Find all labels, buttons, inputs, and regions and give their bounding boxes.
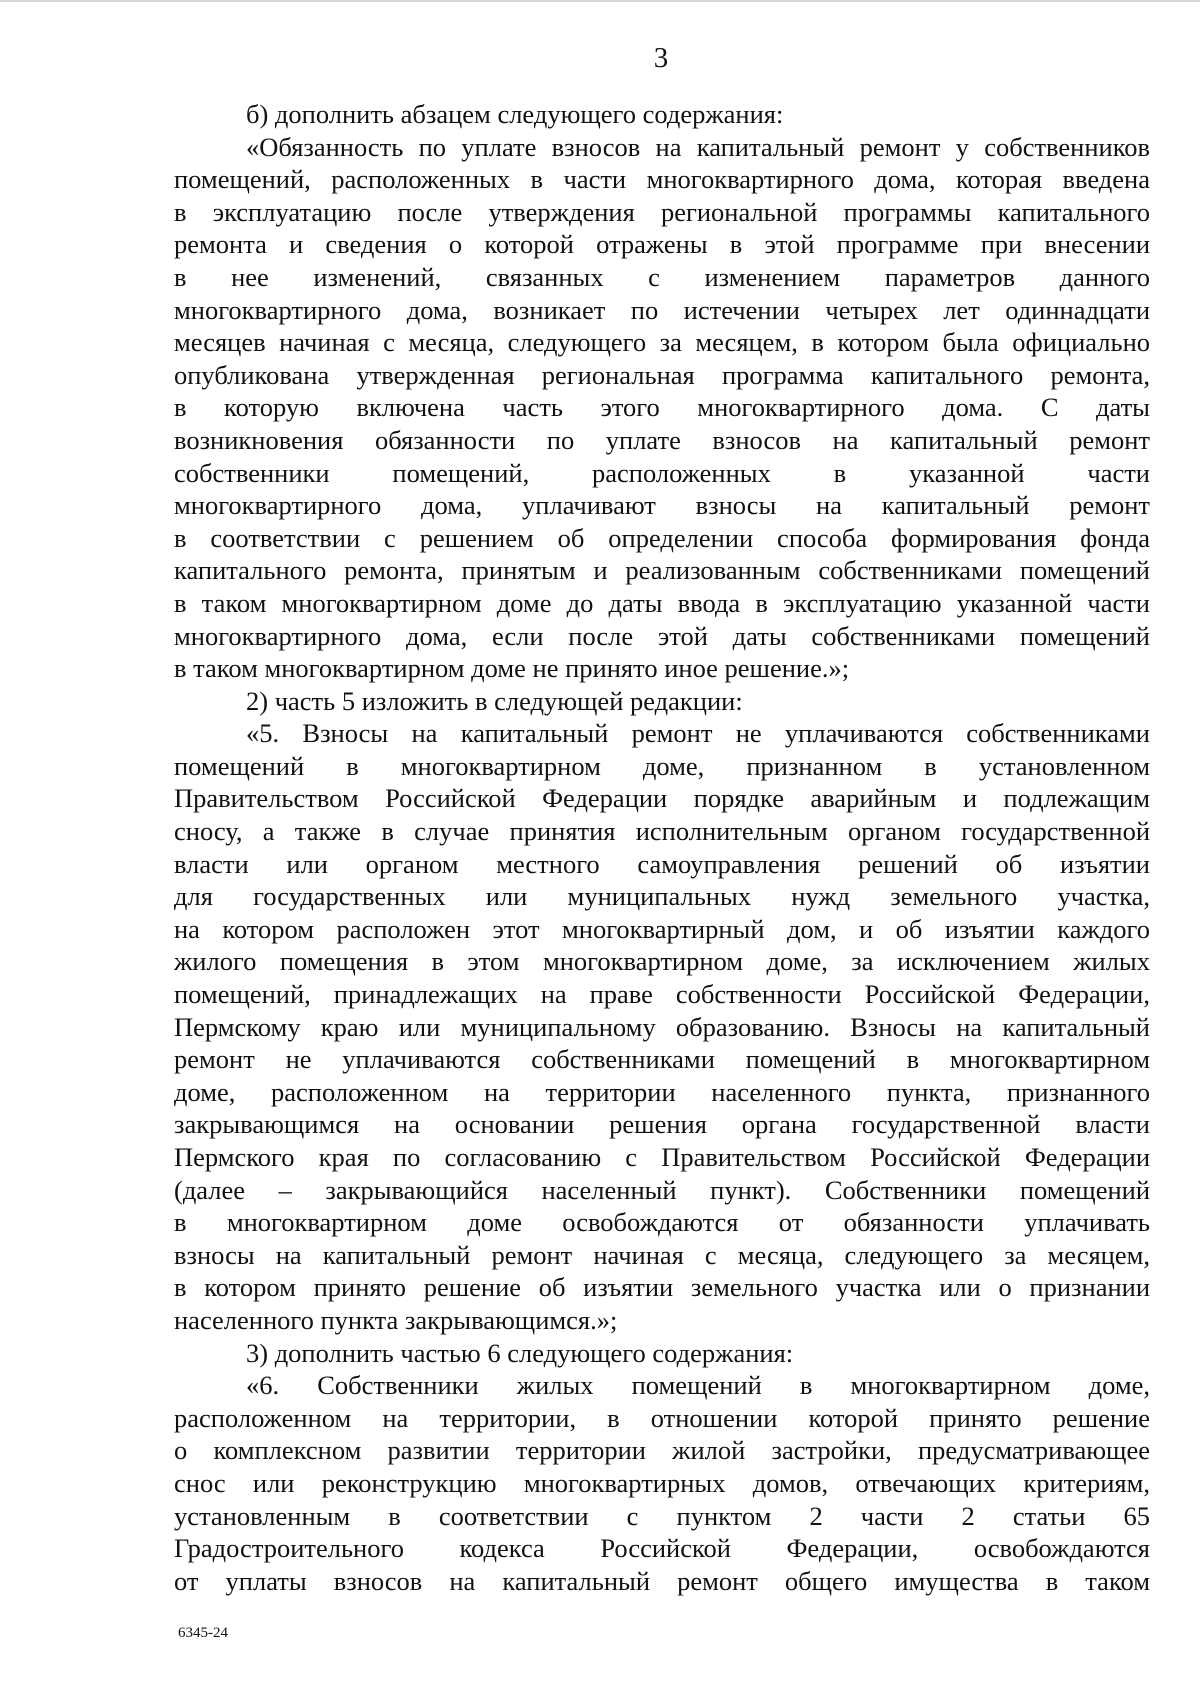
text-line: доме, расположенном на территории населенного пункта, признанного — [174, 1076, 1150, 1107]
text-line: многоквартирного дома, если после этой даты собственниками помещений — [174, 620, 1150, 651]
text-line: в нее изменений, связанных с изменением параметров данного — [174, 261, 1150, 292]
text-line: помещений, расположенных в части многоквартирного дома, которая введена — [174, 164, 1150, 195]
document-code: 6345-24 — [178, 1625, 228, 1641]
text-line: Правительством Российской Федерации порядке аварийным и подлежащим — [174, 783, 1150, 814]
text-line: сносу, а также в случае принятия исполнительным органом государственной — [174, 816, 1150, 847]
text-line: Градостроительного кодекса Российской Федерации, освобождаются — [174, 1533, 1150, 1564]
text-line: снос или реконструкцию многоквартирных домов, отвечающих критериям, — [174, 1467, 1150, 1498]
text-line: жилого помещения в этом многоквартирном доме, за исключением жилых — [174, 946, 1150, 977]
text-line: помещений, принадлежащих на праве собственности Российской Федерации, — [174, 979, 1150, 1010]
text-line: (далее – закрывающийся населенный пункт). Собственники помещений — [174, 1174, 1150, 1205]
text-line: в которую включена часть этого многоквартирного дома. С даты — [174, 392, 1150, 423]
text-line: для государственных или муниципальных нужд земельного участка, — [174, 881, 1150, 912]
text-line: в таком многоквартирном доме до даты ввода в эксплуатацию указанной части — [174, 587, 1150, 618]
text-line: ремонта и сведения о которой отражены в этой программе при внесении — [174, 229, 1150, 260]
text-line: помещений в многоквартирном доме, признанном в установленном — [174, 750, 1150, 781]
text-line: месяцев начиная с месяца, следующего за месяцем, в котором была официально — [174, 327, 1150, 358]
page-number: 3 — [653, 42, 669, 74]
text-line: в таком многоквартирном доме не принято иное решение.»; — [174, 653, 850, 684]
text-line: в многоквартирном доме освобождаются от обязанности уплачивать — [174, 1207, 1150, 1238]
document-body — [174, 98, 1150, 1597]
text-line: 3) дополнить частью 6 следующего содержания: — [246, 1337, 794, 1368]
text-line: многоквартирного дома, уплачивают взносы на капитальный ремонт — [174, 490, 1150, 521]
text-line: власти или органом местного самоуправления решений об изъятии — [174, 848, 1150, 879]
text-line: многоквартирного дома, возникает по истечении четырех лет одиннадцати — [174, 294, 1150, 325]
text-line: Пермскому краю или муниципальному образованию. Взносы на капитальный — [174, 1011, 1150, 1042]
text-line: населенного пункта закрывающимся.»; — [174, 1304, 618, 1335]
text-line: ремонт не уплачиваются собственниками помещений в многоквартирном — [174, 1044, 1150, 1075]
text-line: «Обязанность по уплате взносов на капитальный ремонт у собственников — [246, 131, 1150, 162]
text-line: о комплексном развитии территории жилой застройки, предусматривающее — [174, 1435, 1150, 1466]
text-line: на котором расположен этот многоквартирный дом, и об изъятии каждого — [174, 913, 1150, 944]
text-line: в соответствии с решением об определении способа формирования фонда — [174, 522, 1150, 553]
text-line: от уплаты взносов на капитальный ремонт общего имущества в таком — [174, 1565, 1150, 1596]
text-line: установленным в соответствии с пунктом 2 части 2 статьи 65 — [174, 1500, 1150, 1531]
text-line: в эксплуатацию после утверждения региональной программы капитального — [174, 196, 1150, 227]
text-line: опубликована утвержденная региональная программа капитального ремонта, — [174, 359, 1150, 390]
text-line: собственники помещений, расположенных в указанной части — [174, 457, 1150, 488]
text-line: расположенном на территории, в отношении которой принято решение — [174, 1402, 1150, 1433]
text-line: «5. Взносы на капитальный ремонт не уплачиваются собственниками — [246, 718, 1150, 749]
text-line: капитального ремонта, принятым и реализованным собственниками помещений — [174, 555, 1150, 586]
text-line: закрывающимся на основании решения органа государственной власти — [174, 1109, 1150, 1140]
page-edge — [0, 0, 1200, 2]
text-line: Пермского края по согласованию с Правительством Российской Федерации — [174, 1142, 1150, 1172]
text-line: возникновения обязанности по уплате взносов на капитальный ремонт — [174, 424, 1150, 455]
text-line: «6. Собственники жилых помещений в многоквартирном доме, — [246, 1370, 1150, 1401]
text-line: в котором принято решение об изъятии земельного участка или о признании — [174, 1272, 1150, 1303]
text-line: взносы на капитальный ремонт начиная с месяца, следующего за месяцем, — [174, 1239, 1150, 1270]
text-line: б) дополнить абзацем следующего содержания: — [246, 99, 784, 129]
text-line: 2) часть 5 изложить в следующей редакции: — [246, 685, 743, 716]
